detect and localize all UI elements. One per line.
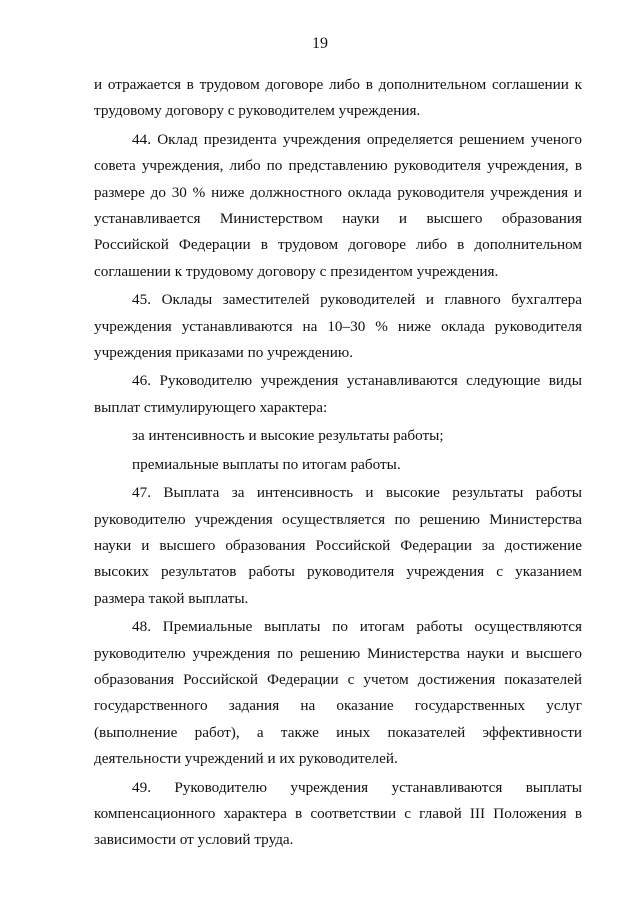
paragraph-46: 46. Руководителю учреждения устанавливаются следующие виды выплат стимулирующего характера:: [94, 372, 582, 416]
paragraph-48: 48. Премиальные выплаты по итогам работы осуществляются руководителю учреждения по решению Министерства науки и высшего образования Российской Федерации с учетом достижения показателей государственного задания на оказание государственных услуг (выполнение работ), а также иных показателей эффективности деятельности учреждений и их руководителей.: [94, 618, 582, 768]
paragraph-45: 45. Оклады заместителей руководителей и главного бухгалтера учреждения устанавливаются на 10–30 % ниже оклада руководителя учреждения приказами по учреждению.: [94, 291, 582, 362]
document-body: [94, 72, 582, 854]
page-number: 19: [312, 35, 328, 52]
list-item-bonus: премиальные выплаты по итогам работы.: [132, 455, 401, 473]
paragraph-44: 44. Оклад президента учреждения определяется решением ученого совета учреждения, либо по представлению руководителя учреждения, в размере до 30 % ниже должностного оклада руководителя учреждения и устанавливается Министерством науки и высшего образования Российской Федерации в трудовом договоре либо в дополнительном соглашении к трудовому договору с президентом учреждения.: [94, 130, 582, 280]
paragraph-49: 49. Руководителю учреждения устанавливаются выплаты компенсационного характера в соответствии с главой III Положения в зависимости от условий труда.: [94, 778, 582, 849]
paragraph-47: 47. Выплата за интенсивность и высокие результаты работы руководителю учреждения осуществляется по решению Министерства науки и высшего образования Российской Федерации за достижение высоких результатов работы руководителя учреждения с указанием размера такой выплаты.: [94, 484, 582, 607]
paragraph-continuation: и отражается в трудовом договоре либо в дополнительном соглашении к трудовому договору с руководителем учреждения.: [94, 76, 582, 120]
list-item-intensity: за интенсивность и высокие результаты работы;: [132, 427, 444, 445]
